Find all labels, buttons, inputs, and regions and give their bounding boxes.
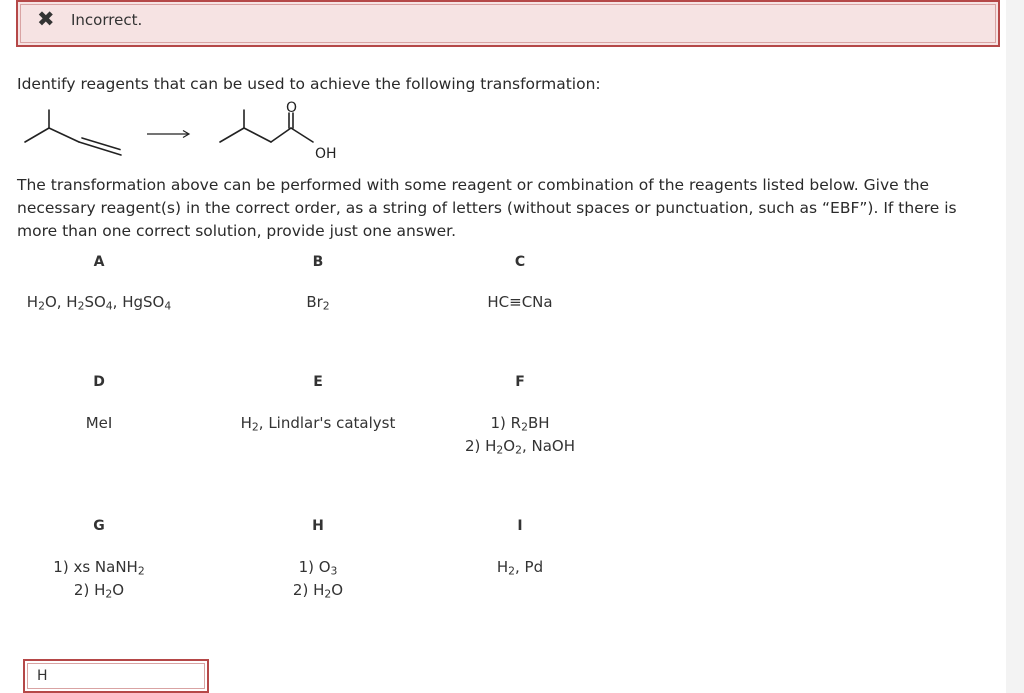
reagent-value-f: 1) $R_2BH$ 2) $H_2O_2$, NaOH (464, 414, 576, 457)
reagent-letter-h: H (312, 518, 324, 534)
product-oxygen-label: O (286, 100, 298, 116)
feedback-text: Incorrect. (71, 11, 143, 29)
reagent-value-d: MeI (85, 414, 113, 432)
close-icon: ✖ (37, 7, 55, 31)
reagent-letter-i: I (517, 518, 523, 534)
reagent-letter-d: D (93, 374, 105, 390)
reaction-scheme (17, 100, 377, 170)
reagent-value-c: HC≡CNa (487, 293, 553, 311)
reagent-letter-e: E (313, 374, 323, 390)
feedback-banner (16, 0, 1000, 47)
reagent-value-g: 1) xs NaNH$_2$ 2) $H_2O$ (53, 558, 145, 601)
answer-value[interactable]: H (37, 668, 48, 684)
product-hydroxyl-label: OH (315, 146, 337, 162)
reagent-letter-c: C (514, 254, 526, 270)
product-structure (220, 110, 313, 142)
reagent-letter-f: F (515, 374, 525, 390)
reagent-value-i: $H_2$, Pd (496, 558, 544, 578)
reagent-value-e: $H_2$, Lindlar's catalyst (240, 414, 396, 434)
reagent-letter-b: B (312, 254, 324, 270)
reagent-letter-a: A (93, 254, 105, 270)
reaction-arrow (147, 131, 189, 138)
answer-input[interactable] (23, 659, 209, 693)
reactant-structure (25, 110, 121, 155)
instructions: The transformation above can be performed with some reagent or combination of the reagents listed below. Give the necessary reagent(s) in the correct order, as a string of letters (without spaces or punctuation, such as “EBF”). If there is more than one correct solution, provide just one answer. (17, 176, 957, 240)
reagent-value-a: $H_2O$, $H_2SO_4$, HgSO$_4$ (26, 293, 172, 313)
reagent-value-b: $Br_2$ (306, 293, 330, 313)
scrollbar[interactable] (1006, 0, 1024, 693)
reagent-letter-g: G (93, 518, 105, 534)
question-prompt: Identify reagents that can be used to achieve the following transformation: (17, 75, 601, 93)
reagent-value-h: 1) $O_3$ 2) $H_2O$ (292, 558, 344, 601)
